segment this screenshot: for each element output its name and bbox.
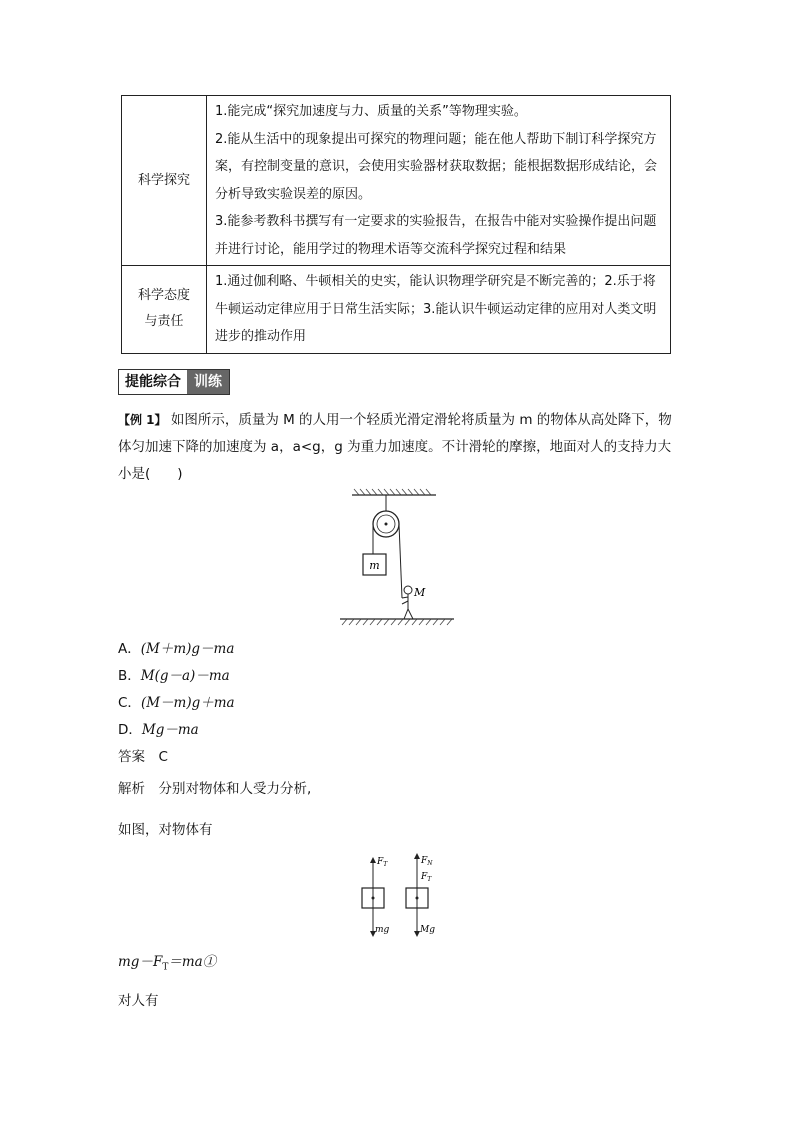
right-ft-sub: T — [427, 876, 432, 883]
force-diagram — [354, 852, 444, 940]
table-row — [122, 266, 671, 354]
right-mg-label: Mg — [420, 925, 435, 935]
example-text: 如图所示，质量为 M 的人用一个轻质光滑定滑轮将质量为 m 的物体从高处降下，物体匀加速下降的加速度为 a，a<g，g 为重力加速度。不计滑轮的摩擦，地面对人的支持力大小是( ) — [118, 412, 672, 482]
svg-text:FT — [376, 857, 388, 868]
analysis-label: 解析 — [118, 781, 145, 797]
list-item: 1.通过伽利略、牛顿相关的史实，能认识物理学研究是不断完善的；2.乐于将牛顿运动定律应用于日常生活实际；3.能认识牛顿运动定律的应用对人类文明进步的推动作用 — [215, 274, 657, 344]
answer-line — [118, 745, 168, 765]
category-cell — [122, 266, 207, 354]
option-expr: Mg－ma — [141, 722, 199, 738]
right-ft-label: F — [421, 872, 428, 882]
left-ft-sub: T — [383, 861, 388, 868]
option-expr: M(g－a)－ma — [140, 668, 230, 684]
option-letter: B． — [118, 668, 141, 684]
left-mg-label: mg — [375, 925, 390, 935]
person-label: M — [414, 586, 426, 599]
equation-1 — [118, 950, 216, 973]
eq-sub: T — [162, 962, 169, 973]
category-label: 与责任 — [144, 314, 184, 330]
items-cell — [207, 96, 671, 266]
analysis-line — [118, 777, 311, 797]
svg-text:FT — [420, 872, 432, 883]
eq-rhs: ＝ma① — [168, 954, 217, 970]
option-d — [118, 718, 199, 738]
figure2-caption: 如图，对物体有 — [118, 822, 213, 838]
option-a — [118, 637, 234, 657]
example-question — [118, 407, 678, 488]
block-label: m — [369, 559, 380, 572]
analysis-text: 分别对物体和人受力分析, — [158, 781, 312, 797]
right-fn-label: F — [421, 856, 428, 866]
left-ft-label: F — [377, 857, 384, 867]
pulley-figure — [336, 488, 461, 628]
option-expr: (M－m)g＋ma — [140, 695, 235, 711]
list-item: 2.能从生活中的现象提出可探究的物理问题；能在他人帮助下制订科学探究方案，有控制变量的意识，会使用实验器材获取数据；能根据数据形成结论，会分析导致实验误差的原因。 — [215, 131, 658, 202]
table-row — [122, 96, 671, 266]
option-letter: A． — [118, 641, 141, 657]
example-tag: 【例 1】 — [118, 413, 167, 427]
option-letter: D． — [118, 722, 142, 738]
option-letter: C． — [118, 695, 141, 711]
category-label: 科学探究 — [137, 172, 190, 188]
list-item: 1.能完成“探究加速度与力、质量的关系”等物理实验。 — [215, 104, 527, 119]
option-c — [118, 691, 235, 711]
answer-value: C — [158, 749, 168, 765]
person-caption: 对人有 — [118, 993, 159, 1009]
banner-left: 提能综合 — [119, 370, 187, 394]
goals-table — [121, 95, 671, 354]
category-label: 科学态度 — [137, 288, 190, 304]
items-cell — [207, 266, 671, 354]
list-item: 3.能参考教科书撰写有一定要求的实验报告，在报告中能对实验操作提出问题并进行讨论，能用学过的物理术语等交流科学探究过程和结果 — [215, 214, 657, 257]
section-banner — [118, 369, 230, 395]
answer-label: 答案 — [118, 749, 145, 765]
eq-lhs: mg－F — [118, 954, 163, 970]
option-expr: (M＋m)g－ma — [140, 641, 235, 657]
right-fn-sub: N — [427, 860, 433, 867]
category-cell — [122, 96, 207, 266]
option-b — [118, 664, 230, 684]
svg-text:FN — [420, 856, 433, 867]
banner-right: 训练 — [187, 370, 229, 394]
